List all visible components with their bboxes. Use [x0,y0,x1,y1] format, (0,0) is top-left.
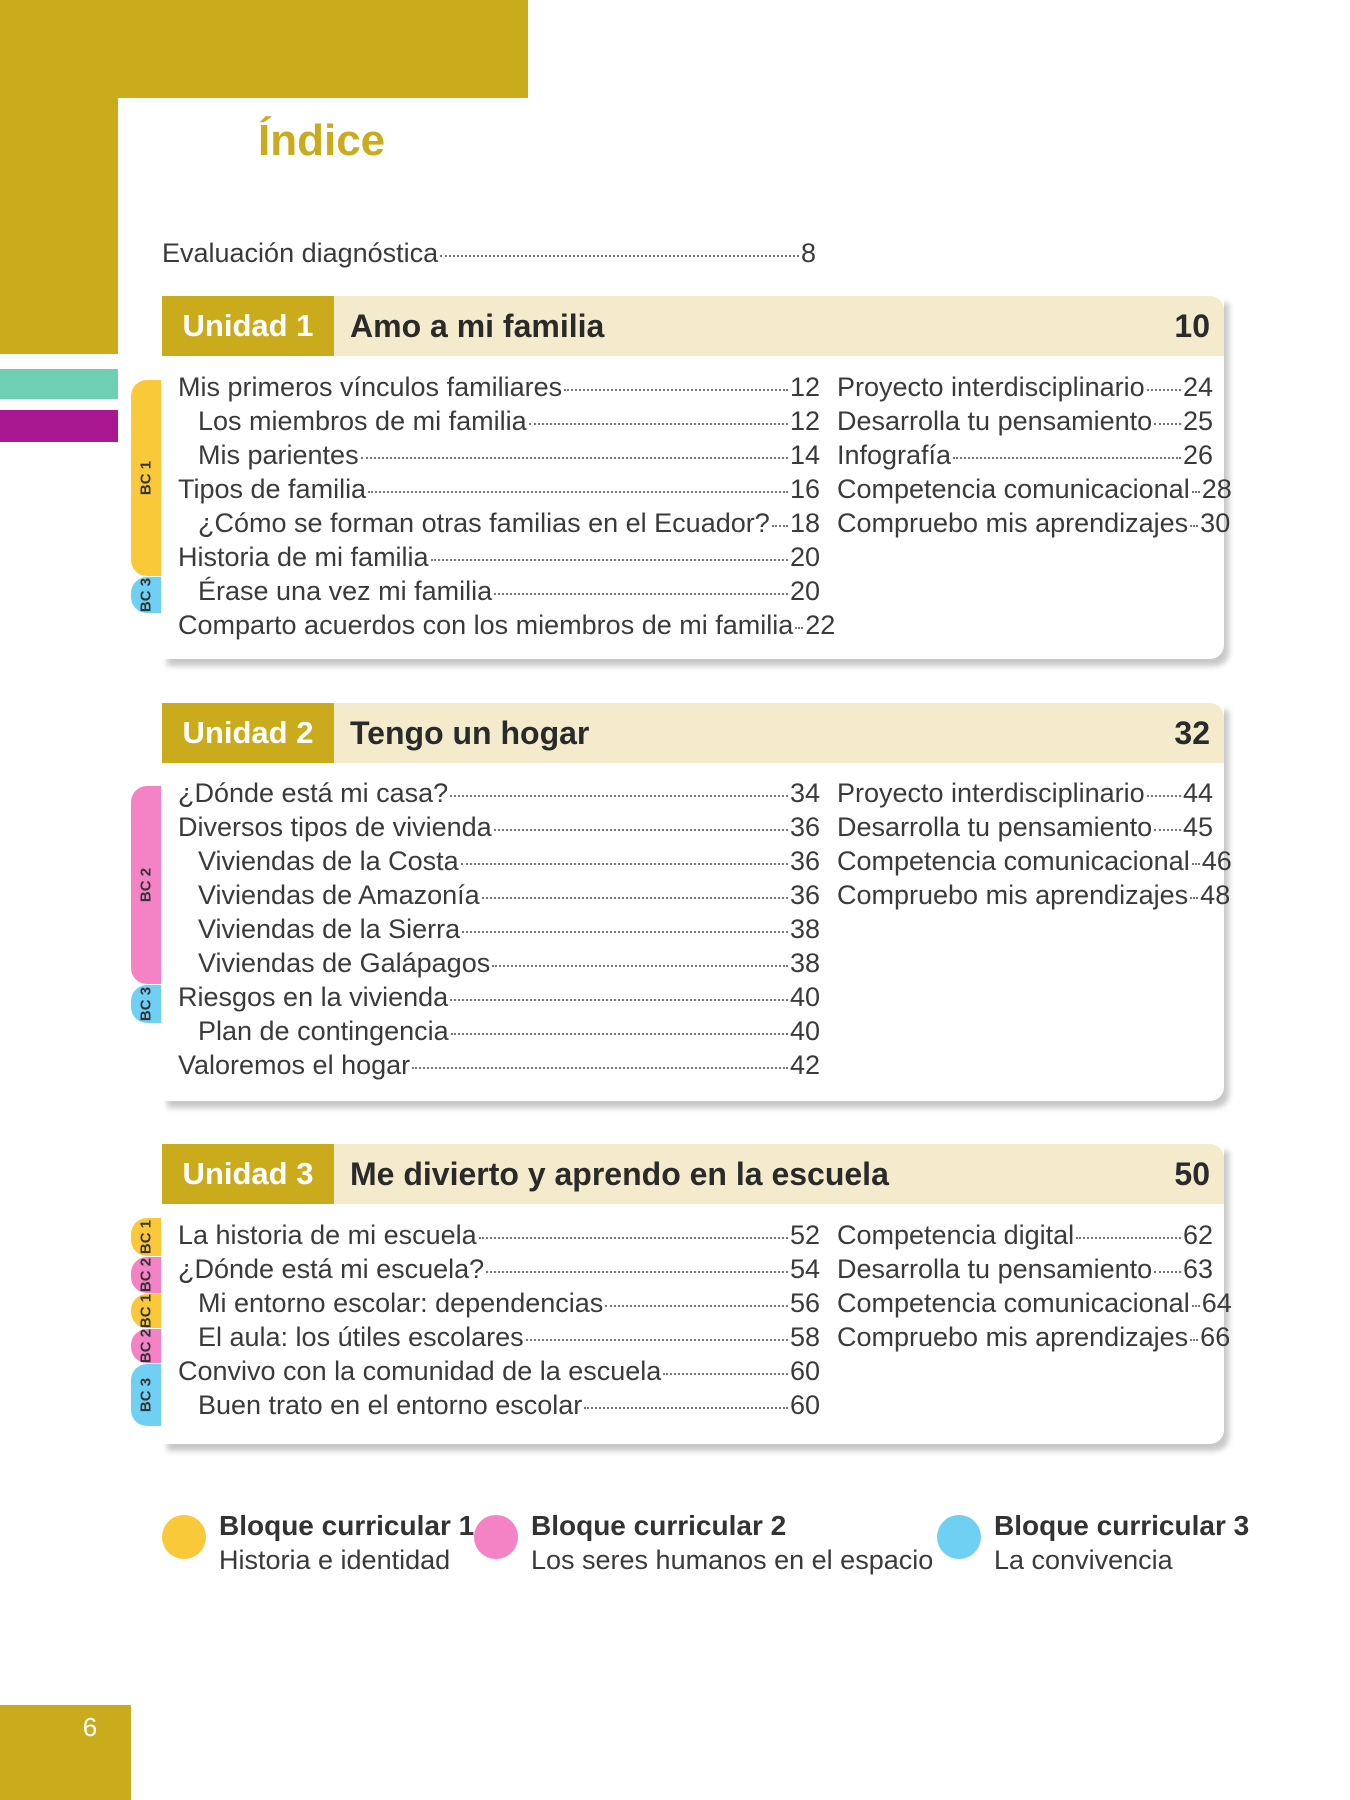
top-decor-bar [0,0,528,98]
toc-entry[interactable] [198,576,820,607]
dot-leader [1154,829,1181,831]
entry-label: Viviendas de la Costa [198,846,459,876]
dot-leader [1190,525,1198,527]
entry-page: 18 [789,508,820,538]
entry-page: 52 [789,1220,820,1250]
toc-entry[interactable] [198,440,820,471]
left-decor-bar [0,98,118,354]
bc3-tab [131,985,161,1023]
toc-entry[interactable] [837,1288,1232,1319]
toc-entry[interactable] [198,880,820,911]
dot-leader [368,491,788,493]
entry-page: 30 [1200,508,1231,538]
entry-page: 66 [1200,1322,1231,1352]
entry-page: 8 [800,238,816,268]
dot-leader [440,255,799,257]
tab-label: BC 2 [137,867,155,903]
toc-entry[interactable] [837,406,1213,437]
tab-label: BC 3 [137,577,155,613]
bc2-tab [131,786,161,984]
toc-entry[interactable] [178,474,820,505]
entry-label: ¿Dónde está mi casa? [178,778,449,808]
entry-label: ¿Cómo se forman otras familias en el Ecuador? [198,508,770,538]
dot-leader [1190,897,1198,899]
toc-entry[interactable] [837,440,1213,471]
toc-entry[interactable] [198,1016,820,1047]
bc3-legend-dot [937,1515,981,1559]
bc1-tab [131,1218,161,1256]
entry-page: 24 [1182,372,1213,402]
dot-leader [451,1033,788,1035]
entry-label: ¿Dónde está mi escuela? [178,1254,485,1284]
entry-page: 14 [789,440,820,470]
toc-entry[interactable] [178,542,820,573]
entry-label: Plan de contingencia [198,1016,449,1046]
entry-label: Érase una vez mi familia [198,576,493,606]
toc-entry[interactable] [837,880,1231,911]
toc-entry[interactable] [837,812,1213,843]
entry-page: 60 [789,1390,820,1420]
toc-entry[interactable] [178,1254,820,1285]
toc-entry[interactable] [198,948,820,979]
dot-leader [584,1407,788,1409]
toc-entry[interactable] [198,508,820,539]
unit-page: 10 [1174,308,1210,344]
dot-leader [412,1067,788,1069]
entry-label: Comparto acuerdos con los miembros de mi familia [178,610,794,640]
legend-title: Bloque curricular 2 [531,1510,787,1541]
toc-entry[interactable] [837,846,1232,877]
toc-entry[interactable] [198,1288,820,1319]
dot-leader [529,423,788,425]
entry-label: Historia de mi familia [178,542,429,572]
dot-leader [494,593,788,595]
dot-leader [1190,1339,1198,1341]
legend-title: Bloque curricular 3 [994,1510,1250,1541]
dot-leader [1076,1237,1181,1239]
entry-page: 28 [1201,474,1232,504]
entry-label: Desarrolla tu pensamiento [837,406,1153,436]
magenta-stripe [0,410,118,442]
unit-title[interactable]: Amo a mi familia [350,308,605,344]
entry-label: Mis parientes [198,440,359,470]
dot-leader [1192,1305,1200,1307]
dot-leader [486,1271,788,1273]
toc-entry[interactable] [198,914,820,945]
toc-entry[interactable] [837,474,1232,505]
bc1-tab [131,380,161,576]
entry-label: Viviendas de Galápagos [198,948,491,978]
toc-entry[interactable] [178,1356,820,1387]
entry-page: 16 [789,474,820,504]
entry-label: Compruebo mis aprendizajes [837,880,1189,910]
toc-entry[interactable] [837,1322,1231,1353]
toc-entry[interactable] [178,372,820,403]
entry-page: 44 [1182,778,1213,808]
dot-leader [526,1339,788,1341]
entry-page: 12 [789,372,820,402]
bc3-tab [131,1364,161,1426]
dot-leader [1192,863,1200,865]
entry-page: 62 [1182,1220,1213,1250]
dot-leader [450,795,788,797]
tab-label: BC 2 [137,1257,155,1293]
entry-label: El aula: los útiles escolares [198,1322,524,1352]
entry-label: Competencia digital [837,1220,1075,1250]
toc-entry[interactable] [178,1220,820,1251]
tab-label: BC 3 [137,1377,155,1413]
dot-leader [605,1305,788,1307]
entry-label: Infografía [837,440,952,470]
dot-leader [772,525,788,527]
entry-page: 20 [789,542,820,572]
dot-leader [1154,1271,1181,1273]
entry-label: Buen trato en el entorno escolar [198,1390,583,1420]
entry-page: 40 [789,1016,820,1046]
entry-label: Tipos de familia [178,474,367,504]
unit-tag: Unidad 2 [162,703,334,763]
entry-label: Compruebo mis aprendizajes [837,508,1189,538]
dot-leader [461,863,788,865]
tab-label: BC 2 [137,1328,155,1364]
entry-page: 40 [789,982,820,1012]
dot-leader [953,457,1181,459]
entry-page: 36 [789,846,820,876]
entry-page: 12 [789,406,820,436]
legend-subtitle: Historia e identidad [219,1545,451,1575]
toc-entry[interactable] [178,778,820,809]
dot-leader [492,965,788,967]
unit-page: 32 [1174,715,1210,751]
entry-label: Los miembros de mi familia [198,406,527,436]
dot-leader [564,389,788,391]
legend-title: Bloque curricular 1 [219,1510,475,1541]
entry-page: 34 [789,778,820,808]
dot-leader [663,1373,788,1375]
dot-leader [482,897,788,899]
entry-label: Desarrolla tu pensamiento [837,1254,1153,1284]
unit-tag: Unidad 1 [162,296,334,356]
entry-page: 26 [1182,440,1213,470]
bc2-legend-dot [474,1515,518,1559]
toc-entry[interactable] [837,1220,1213,1251]
teal-stripe [0,369,118,399]
tab-label: BC 3 [137,986,155,1022]
page-number: 6 [82,1712,98,1742]
entry-page: 46 [1201,846,1232,876]
dot-leader [479,1237,788,1239]
tab-label: BC 1 [137,1219,155,1255]
entry-label: Riesgos en la vivienda [178,982,449,1012]
toc-entry[interactable] [198,1390,820,1421]
toc-entry[interactable] [178,982,820,1013]
entry-page: 38 [789,914,820,944]
dot-leader [1147,389,1181,391]
dot-leader [1147,795,1181,797]
entry-page: 20 [789,576,820,606]
entry-page: 42 [789,1050,820,1080]
entry-label: Competencia comunicacional [837,474,1190,504]
dot-leader [450,999,788,1001]
page-title: Índice [258,116,386,165]
entry-page: 48 [1200,880,1231,910]
entry-label: Desarrolla tu pensamiento [837,812,1153,842]
legend-subtitle: Los seres humanos en el espacio [531,1545,934,1575]
toc-entry[interactable] [198,1322,820,1353]
entry-label: Mi entorno escolar: dependencias [198,1288,604,1318]
bc3-tab [131,577,161,613]
toc-entry[interactable] [837,372,1213,403]
legend-subtitle: La convivencia [994,1545,1173,1575]
entry-page: 63 [1182,1254,1213,1284]
entry-label: Viviendas de la Sierra [198,914,461,944]
entry-page: 22 [805,610,836,640]
dot-leader [494,829,788,831]
entry-page: 25 [1182,406,1213,436]
entry-label: Convivo con la comunidad de la escuela [178,1356,662,1386]
bc1-legend-dot [162,1515,206,1559]
entry-page: 58 [789,1322,820,1352]
entry-label: Competencia comunicacional [837,846,1190,876]
dot-leader [361,457,788,459]
dot-leader [1192,491,1200,493]
unit-tag: Unidad 3 [162,1144,334,1204]
toc-entry[interactable] [178,812,820,843]
entry-page: 64 [1201,1288,1232,1318]
tab-label: BC 1 [137,460,155,496]
tab-label: BC 1 [137,1293,155,1329]
dot-leader [795,627,803,629]
entry-page: 56 [789,1288,820,1318]
entry-page: 38 [789,948,820,978]
dot-leader [431,559,788,561]
entry-label: Competencia comunicacional [837,1288,1190,1318]
entry-label: Proyecto interdisciplinario [837,778,1145,808]
entry-page: 54 [789,1254,820,1284]
entry-page: 60 [789,1356,820,1386]
toc-entry[interactable] [837,1254,1213,1285]
entry-label: Evaluación diagnóstica [162,238,439,268]
entry-label: La historia de mi escuela [178,1220,477,1250]
entry-label: Mis primeros vínculos familiares [178,372,563,402]
entry-page: 45 [1182,812,1213,842]
bc2-tab [131,1257,161,1293]
entry-label: Compruebo mis aprendizajes [837,1322,1189,1352]
toc-entry-diagnostic[interactable] [162,238,816,269]
toc-entry[interactable] [178,1050,820,1081]
entry-label: Diversos tipos de vivienda [178,812,492,842]
toc-entry[interactable] [198,846,820,877]
entry-label: Proyecto interdisciplinario [837,372,1145,402]
entry-label: Viviendas de Amazonía [198,880,480,910]
toc-entry[interactable] [178,610,836,641]
bc2-tab [131,1329,161,1363]
dot-leader [1154,423,1181,425]
unit-title[interactable]: Tengo un hogar [350,715,590,751]
entry-label: Valoremos el hogar [178,1050,411,1080]
toc-entry[interactable] [198,406,820,437]
toc-entry[interactable] [837,778,1213,809]
unit-title[interactable]: Me divierto y aprendo en la escuela [350,1156,889,1192]
entry-page: 36 [789,880,820,910]
unit-page: 50 [1174,1156,1210,1192]
entry-page: 36 [789,812,820,842]
bc1-tab [131,1294,161,1328]
toc-entry[interactable] [837,508,1231,539]
dot-leader [462,931,788,933]
